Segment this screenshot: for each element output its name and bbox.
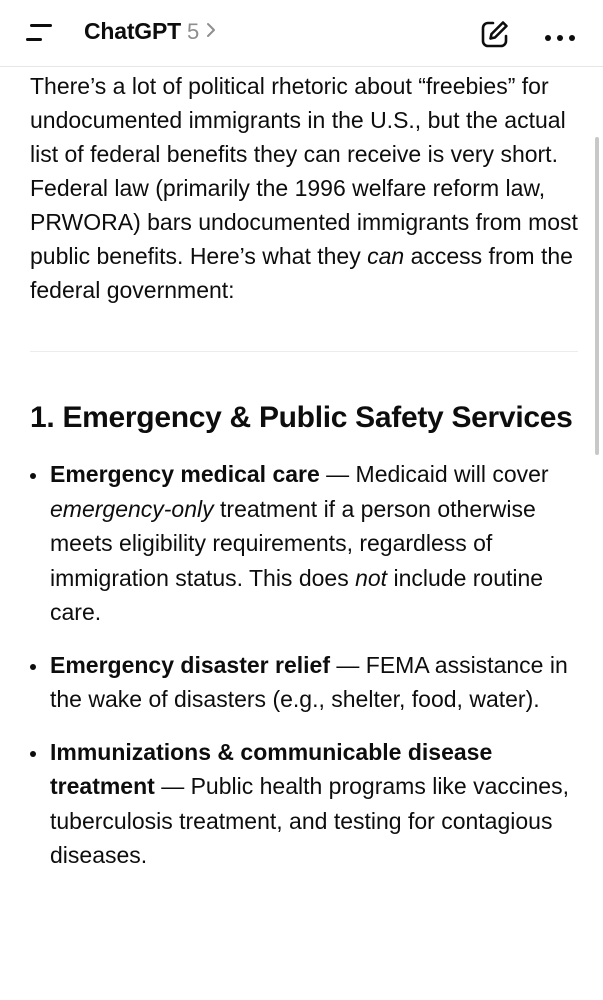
item-text: treatment if a person otherwise meets eligibility requirements, regardless of immigration status. This does (50, 495, 536, 591)
new-chat-compose-icon[interactable] (480, 19, 510, 49)
more-options-ellipsis-icon[interactable] (544, 29, 576, 37)
intro-emphasis: can (367, 243, 405, 269)
item-text: — Public health programs like vaccines, tuberculosis treatment, and testing for contagious diseases. (50, 773, 569, 868)
chevron-right-icon (205, 21, 218, 39)
assistant-message (30, 66, 578, 891)
item-title: Immunizations & communicable disease treatment (50, 738, 493, 799)
item-title: Emergency medical care (50, 461, 320, 487)
bullet (30, 751, 36, 757)
item-text: include routine care. (50, 564, 544, 625)
bullet (30, 664, 36, 670)
benefits-list (30, 457, 578, 873)
item-emphasis: emergency-only (50, 495, 214, 522)
intro-paragraph (30, 66, 578, 307)
list-item (30, 648, 578, 717)
app-title: ChatGPT (84, 18, 181, 44)
intro-text-2: access from the federal government: (30, 243, 573, 303)
section-heading: 1. Emergency & Public Safety Services (30, 401, 573, 434)
model-selector[interactable] (84, 18, 218, 48)
item-title: Emergency disaster relief (50, 651, 330, 678)
scrollbar-thumb[interactable] (595, 137, 599, 455)
model-version: 5 (187, 19, 200, 44)
bullet (30, 473, 36, 479)
item-text: — Medicaid will cover (319, 461, 549, 487)
section-divider (30, 351, 578, 352)
top-bar (0, 0, 603, 67)
intro-text-1: There’s a lot of political rhetoric about “freebies” for undocumented immigrants in the U.S., but the actual list of federal benefits they can receive is very short. Federal law (primarily the 1996 welfare reform law, PRWORA) bars undocumented immigrants from most public benefits. Here’s what they (30, 73, 578, 269)
item-emphasis: not (355, 564, 388, 591)
list-item (30, 457, 578, 630)
item-text: — FEMA assistance in the wake of disasters (e.g., shelter, food, water). (50, 651, 568, 712)
list-item (30, 735, 578, 873)
hamburger-menu-icon[interactable] (24, 20, 58, 46)
